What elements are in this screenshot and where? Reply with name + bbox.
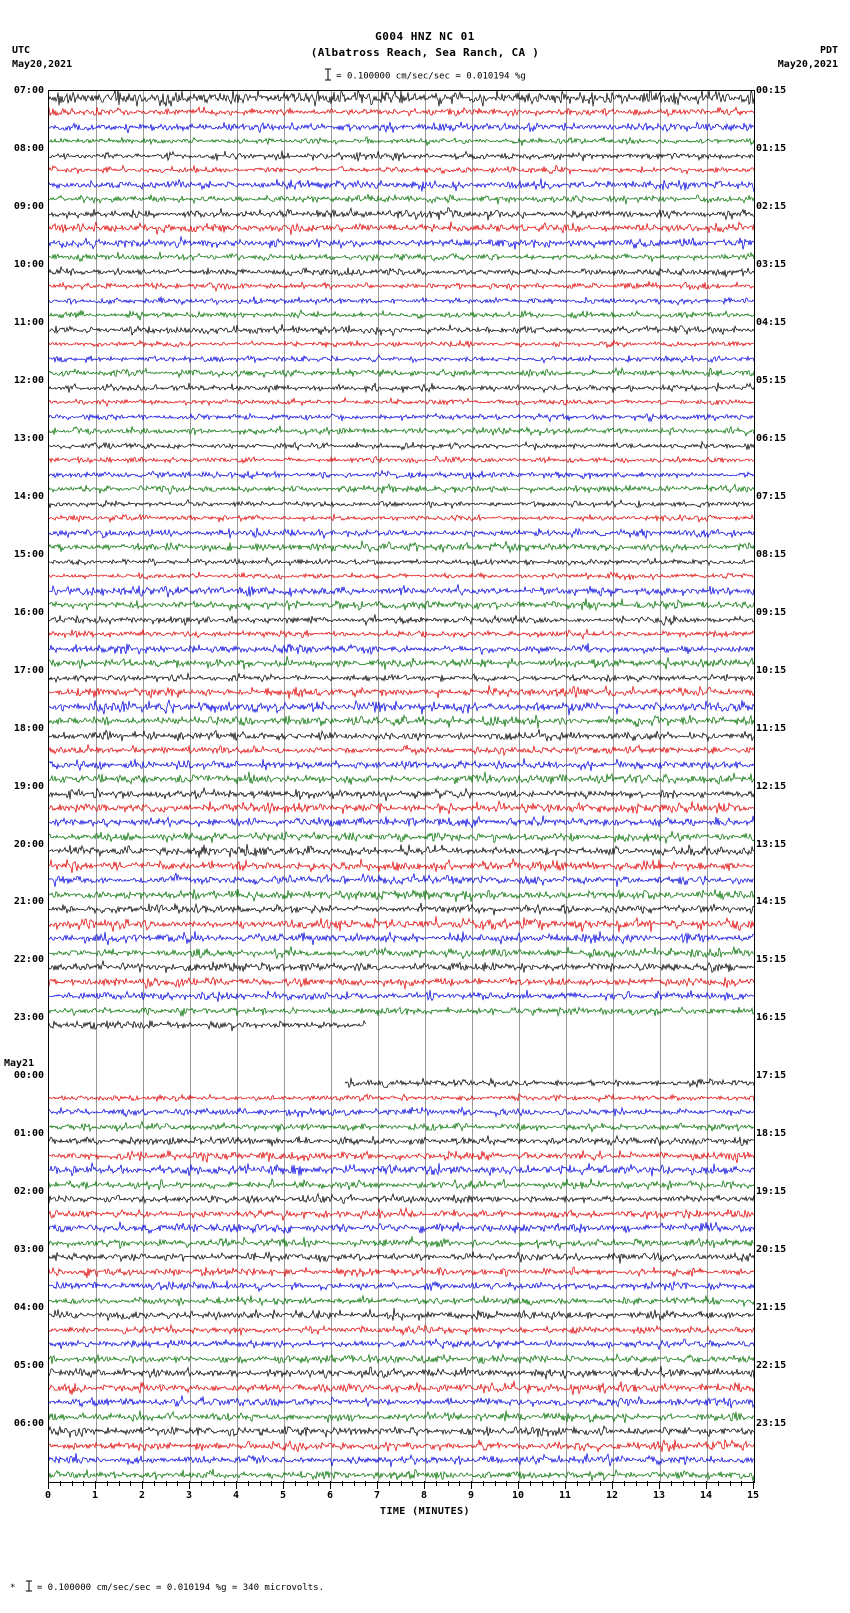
pdt-hour-label: 23:15 (756, 1418, 787, 1429)
utc-date-break-label: May21 (4, 1058, 35, 1070)
pdt-hour-label: 12:15 (756, 780, 787, 792)
axis-tick-label: 8 (420, 1490, 428, 1501)
axis-tick-minor (224, 1481, 225, 1486)
axis-tick-major (706, 1481, 707, 1489)
utc-hour-label: 00:00 (13, 1070, 44, 1082)
axis-tick-major (659, 1481, 660, 1489)
axis-tick-minor (166, 1481, 167, 1486)
pdt-hour-label: 07:15 (756, 490, 787, 502)
axis-tick-major (142, 1481, 143, 1489)
axis-tick-major (518, 1481, 519, 1489)
axis-tick-major (189, 1481, 190, 1489)
axis-tick-minor (448, 1481, 449, 1486)
pdt-hour-label: 17:15 (756, 1070, 787, 1082)
axis-tick-minor (107, 1481, 108, 1486)
axis-tick-minor (318, 1481, 319, 1486)
pdt-hour-label: 05:15 (756, 374, 787, 386)
pdt-hour-label: 03:15 (756, 258, 787, 270)
pdt-hour-label: 06:15 (756, 432, 787, 444)
axis-tick-minor (647, 1481, 648, 1486)
axis-tick-minor (119, 1481, 120, 1486)
axis-tick-major (330, 1481, 331, 1489)
axis-tick-minor (624, 1481, 625, 1486)
axis-tick-minor (483, 1481, 484, 1486)
footer-scale-bar-icon (25, 1580, 33, 1595)
axis-tick-minor (694, 1481, 695, 1486)
axis-tick-minor (730, 1481, 731, 1486)
axis-tick-minor (506, 1481, 507, 1486)
axis-tick-major (612, 1481, 613, 1489)
pdt-hour-label: 14:15 (756, 896, 787, 908)
utc-hour-label: 05:00 (13, 1360, 44, 1372)
axis-tick-minor (671, 1481, 672, 1486)
axis-tick-label: 5 (279, 1490, 287, 1501)
axis-tick-minor (495, 1481, 496, 1486)
axis-tick-label: 0 (44, 1490, 52, 1501)
utc-hour-label: 17:00 (13, 664, 44, 676)
axis-tick-label: 13 (652, 1490, 666, 1501)
utc-hour-label: 03:00 (13, 1244, 44, 1256)
utc-date: May20,2021 (12, 59, 73, 70)
axis-tick-minor (60, 1481, 61, 1486)
pdt-hour-label: 21:15 (756, 1302, 787, 1314)
footer-note (10, 1580, 324, 1595)
axis-tick-minor (436, 1481, 437, 1486)
axis-tick-minor (307, 1481, 308, 1486)
utc-hour-label: 13:00 (13, 432, 44, 444)
utc-hour-label: 22:00 (13, 954, 44, 966)
axis-tick-label: 14 (699, 1490, 713, 1501)
axis-tick-minor (248, 1481, 249, 1486)
utc-hour-label: 15:00 (13, 548, 44, 560)
axis-tick-label: 1 (91, 1490, 99, 1501)
axis-tick-label: 7 (373, 1490, 381, 1501)
pdt-hour-label: 16:15 (756, 1012, 787, 1024)
utc-hour-label: 23:00 (13, 1012, 44, 1024)
axis-tick-minor (553, 1481, 554, 1486)
axis-tick-minor (600, 1481, 601, 1486)
axis-tick-major (48, 1481, 49, 1489)
pdt-hour-label: 20:15 (756, 1244, 787, 1256)
utc-hour-label: 12:00 (13, 374, 44, 386)
axis-tick-major (471, 1481, 472, 1489)
axis-tick-major (95, 1481, 96, 1489)
axis-tick-label: 3 (185, 1490, 193, 1501)
utc-hour-label: 01:00 (13, 1128, 44, 1140)
pdt-hour-label: 19:15 (756, 1186, 787, 1198)
axis-tick-minor (542, 1481, 543, 1486)
utc-hour-label: 09:00 (13, 200, 44, 212)
pdt-hour-label: 00:15 (756, 85, 787, 96)
axis-tick-minor (401, 1481, 402, 1486)
pdt-hour-label: 01:15 (756, 143, 787, 154)
utc-hour-label: 07:00 (13, 85, 44, 96)
axis-title: TIME (MINUTES) (380, 1506, 470, 1517)
axis-tick-minor (718, 1481, 719, 1486)
axis-tick-minor (295, 1481, 296, 1486)
utc-hour-label: 06:00 (13, 1418, 44, 1429)
axis-tick-minor (589, 1481, 590, 1486)
scale-note-text: = 0.100000 cm/sec/sec = 0.010194 %g (336, 71, 526, 82)
axis-tick-minor (260, 1481, 261, 1486)
axis-tick-minor (130, 1481, 131, 1486)
utc-hour-label: 14:00 (13, 490, 44, 502)
axis-tick-minor (683, 1481, 684, 1486)
axis-tick-minor (459, 1481, 460, 1486)
pdt-date: May20,2021 (777, 59, 838, 70)
scale-note (0, 68, 850, 84)
axis-tick-label: 9 (467, 1490, 475, 1501)
utc-hour-label: 16:00 (13, 606, 44, 618)
axis-tick-minor (412, 1481, 413, 1486)
utc-label: UTC (12, 45, 31, 56)
axis-tick-minor (636, 1481, 637, 1486)
seismogram-plot[interactable] (48, 90, 755, 1483)
pdt-hour-label: 09:15 (756, 606, 787, 618)
utc-hour-label: 20:00 (13, 838, 44, 850)
utc-hour-label: 18:00 (13, 722, 44, 734)
axis-tick-major (377, 1481, 378, 1489)
axis-tick-label: 11 (558, 1490, 572, 1501)
pdt-hour-label: 18:15 (756, 1128, 787, 1140)
axis-tick-minor (577, 1481, 578, 1486)
axis-tick-minor (530, 1481, 531, 1486)
chart-subtitle: (Albatross Reach, Sea Ranch, CA ) (310, 46, 540, 59)
axis-tick-major (565, 1481, 566, 1489)
utc-hour-label: 10:00 (13, 258, 44, 270)
pdt-hour-label: 22:15 (756, 1360, 787, 1372)
axis-tick-minor (72, 1481, 73, 1486)
axis-tick-major (753, 1481, 754, 1489)
axis-tick-minor (177, 1481, 178, 1486)
pdt-label: PDT (819, 45, 838, 56)
axis-tick-minor (354, 1481, 355, 1486)
utc-hour-label: 19:00 (13, 780, 44, 792)
axis-tick-label: 6 (326, 1490, 334, 1501)
axis-tick-label: 4 (232, 1490, 240, 1501)
pdt-hour-label: 02:15 (756, 200, 787, 212)
pdt-hour-label: 13:15 (756, 838, 787, 850)
footer-text: = 0.100000 cm/sec/sec = 0.010194 %g = 340 microvolts. (36, 1583, 325, 1593)
pdt-hour-label: 10:15 (756, 664, 787, 676)
scale-bar-icon (324, 68, 332, 84)
axis-tick-major (236, 1481, 237, 1489)
pdt-hour-label: 08:15 (756, 548, 787, 560)
axis-tick-minor (389, 1481, 390, 1486)
axis-tick-minor (741, 1481, 742, 1486)
axis-tick-label: 10 (511, 1490, 525, 1501)
axis-tick-label: 15 (746, 1490, 760, 1501)
chart-title: G004 HNZ NC 01 (375, 30, 475, 43)
trace-row-95 (49, 1466, 754, 1482)
pdt-hour-label: 04:15 (756, 316, 787, 328)
axis-tick-minor (83, 1481, 84, 1486)
pdt-hour-label: 11:15 (756, 722, 787, 734)
utc-hour-label: 04:00 (13, 1302, 44, 1314)
utc-hour-label: 08:00 (13, 143, 44, 154)
utc-hour-label: 21:00 (13, 896, 44, 908)
utc-hour-label: 02:00 (13, 1186, 44, 1198)
axis-tick-minor (213, 1481, 214, 1486)
axis-tick-minor (342, 1481, 343, 1486)
axis-tick-major (424, 1481, 425, 1489)
pdt-hour-label: 15:15 (756, 954, 787, 966)
axis-tick-minor (201, 1481, 202, 1486)
axis-tick-label: 2 (138, 1490, 146, 1501)
axis-tick-minor (365, 1481, 366, 1486)
axis-tick-label: 12 (605, 1490, 619, 1501)
axis-tick-minor (271, 1481, 272, 1486)
footer-prefix: * (10, 1583, 16, 1593)
utc-hour-label: 11:00 (13, 316, 44, 328)
axis-tick-minor (154, 1481, 155, 1486)
axis-tick-major (283, 1481, 284, 1489)
